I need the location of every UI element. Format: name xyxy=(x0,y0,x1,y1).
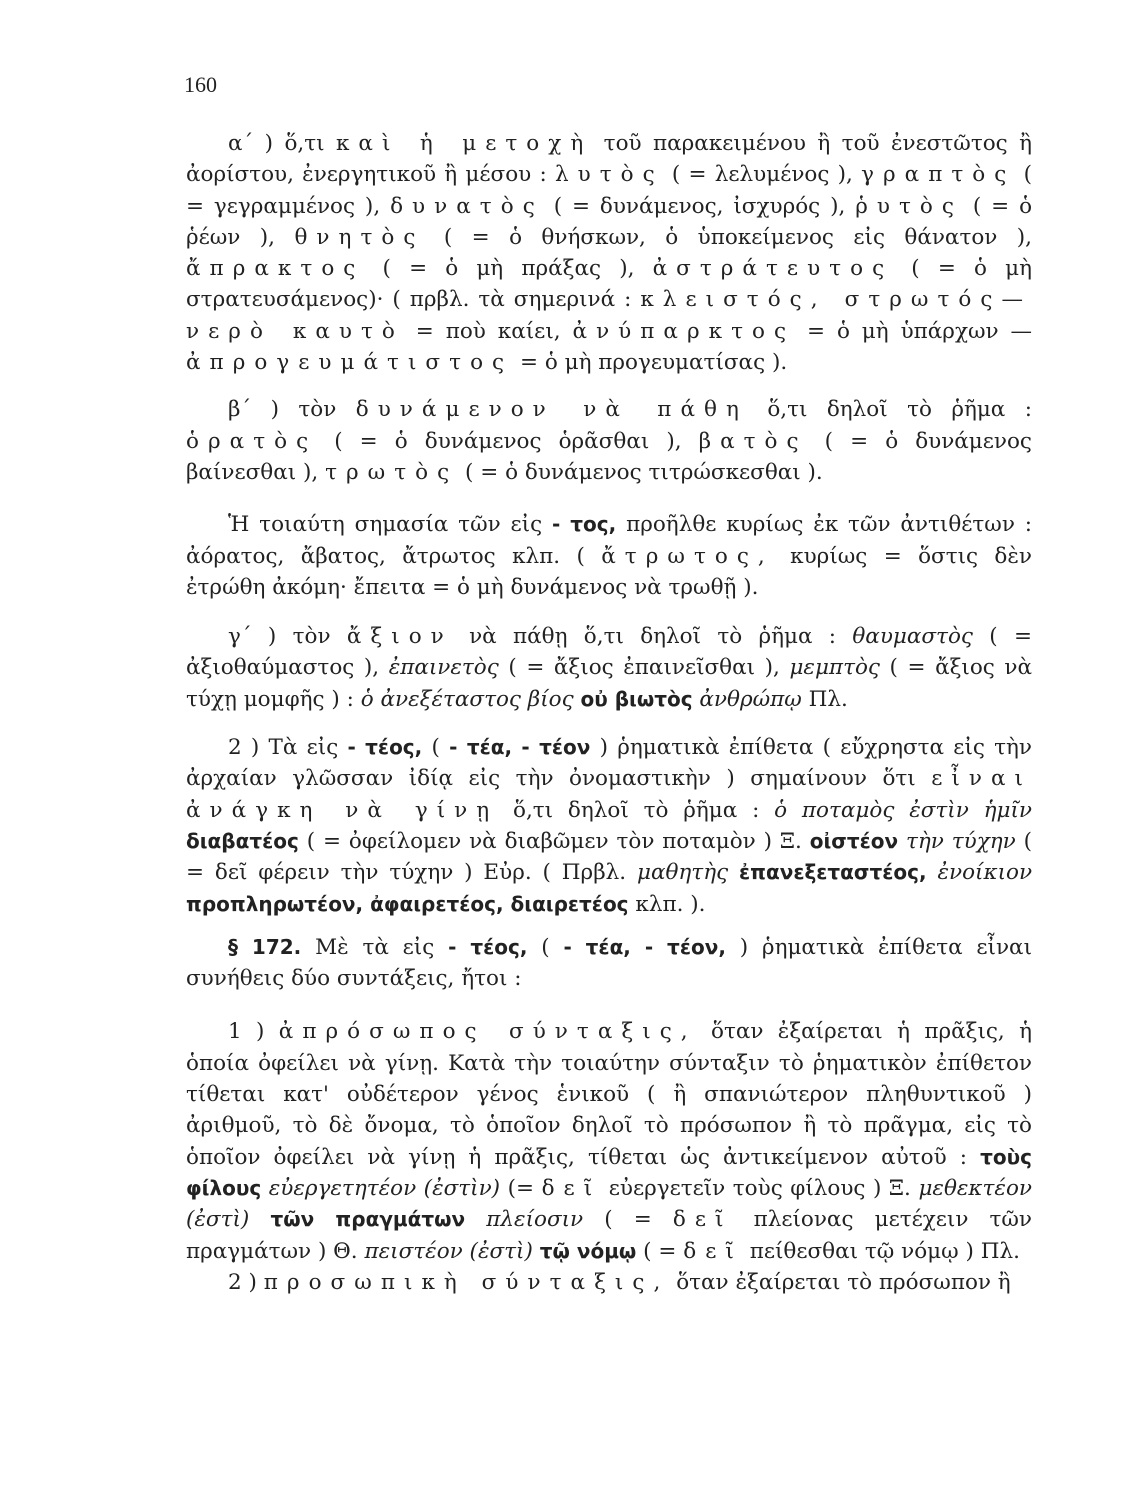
spaced-term: κλειστός, στρωτός—νερὸ καυτὸ xyxy=(186,287,1032,344)
text: ὅταν ἐξαίρεται ἡ πρᾶξις, ἡ ὁποία ὀφείλει νὰ γίνῃ. Κατὰ τὴν τοιαύτην σύνταξιν τὸ ῥηματικὸν ἐπίθετον τίθεται κατ' οὐδέτερον γένος ἑνικοῦ ( ἢ σπανιώτερον πληθυντικοῦ ) ἀριθμοῦ, τὸ δὲ ὄνομα, τὸ ὁποῖον δηλοῖ τὸ πρόσωπον ἢ τὸ πρᾶγμα, εἰς τὸ ὁποῖον ὀφείλει νὰ γίνῃ ἡ πρᾶξις, τίθεται ὡς ἀντικείμενον αὐτοῦ : xyxy=(186,1019,1032,1170)
text: τοῦ παρακειμένου ἢ τοῦ ἐνεστῶτος ἢ ἀορίστου, ἐνεργητικοῦ ἢ μέσου : xyxy=(186,131,1032,188)
text: ὅ,τι δηλοῖ τὸ ῥῆμα : xyxy=(767,397,1032,423)
text: Πλ. xyxy=(808,686,848,712)
spaced-term: ἀπρόσωπος σύνταξις, xyxy=(278,1019,697,1045)
text: ( = ὁ δυνάμενος βαίνεσθαι ), xyxy=(186,428,1032,485)
italic-term: εὐεργετητέον (ἐστὶν) xyxy=(268,1175,501,1201)
text: 2 ) Τὰ εἰς xyxy=(228,735,339,761)
spaced-term: εἶναι ἀνάγκη νὰ γίνῃ xyxy=(186,766,1032,823)
section-172 xyxy=(186,932,1032,995)
spaced-term: ἄπρακτος xyxy=(186,256,365,282)
text: ( = ὁ μὴ στρατευσάμενος)· ( πρβλ. τὰ σημερινά : xyxy=(186,256,1032,313)
text: ( = ὁ δυνάμενος ὁρᾶσθαι ), xyxy=(334,428,682,454)
italic-term: πλείοσιν xyxy=(486,1207,584,1233)
bold-term: ἐπανεξεταστέος, xyxy=(739,860,927,885)
bold-term: διαβατέος xyxy=(186,828,299,853)
text: προῆλθε κυρίως ἐκ τῶν ἀντιθέτων : ἀόρατος, ἄβατος, ἄτρωτος κλπ. ( xyxy=(186,512,1032,569)
text: ( xyxy=(541,934,550,960)
spaced-term: δυνατὸς xyxy=(390,193,544,219)
text: = ὁ μὴ προγευματίσας ). xyxy=(519,350,788,376)
text: Μὲ τὰ εἰς xyxy=(315,934,435,960)
text: ὅ,τι δηλοῖ τὸ ῥῆμα : xyxy=(513,797,760,823)
bold-term: προπληρωτέον, ἀφαιρετέος, διαιρετέος xyxy=(186,891,629,916)
text: γ΄ ) τὸν xyxy=(228,624,331,650)
spaced-term: ἀπρογευμάτιστος xyxy=(186,350,514,376)
paragraph-beta xyxy=(186,394,1032,488)
spaced-term: ἄξιον xyxy=(346,624,453,650)
paragraph-gamma xyxy=(186,621,1032,715)
text: ( = γεγραμμένος ), xyxy=(186,162,1032,219)
italic-term: ὁ ποταμὸς ἐστὶν ἡμῖν xyxy=(774,797,1032,823)
italic-term: ἀνθρώπῳ xyxy=(699,686,802,712)
paragraph-impersonal xyxy=(186,1016,1032,1266)
text: ) ῥηματικὰ ἐπίθετα εἶναι συνήθεις δύο συντάξεις, ἤτοι : xyxy=(186,934,1032,992)
spaced-term: ἀστράτευτος xyxy=(652,256,894,282)
text: ) ῥηματικὰ ἐπίθετα ( εὔχρηστα εἰς τὴν ἀρχαίαν γλῶσσαν ἰδίᾳ εἰς τὴν ὀνομαστικὴν ) σημαίνουν ὅτι xyxy=(186,735,1032,792)
text: β΄ ) τὸν xyxy=(228,397,337,423)
bold-suffix: - τέα, - τέον xyxy=(449,735,591,760)
italic-term: πειστέον (ἐστὶ) xyxy=(364,1238,533,1264)
paragraph-2 xyxy=(186,732,1032,920)
text: πλείονας μετέχειν τῶν πραγμάτων ) Θ. xyxy=(186,1207,1032,1264)
text: κλπ. ). xyxy=(635,891,706,917)
italic-term: ἐπαινετὸς xyxy=(388,655,499,681)
paragraph-personal xyxy=(186,1267,1032,1298)
text: ( = ὁ μὴ πράξας ), xyxy=(382,256,635,282)
text: α΄ ) ὅ,τι xyxy=(228,131,325,156)
bold-suffix: - τέος, xyxy=(347,735,423,760)
text: ( = ὁ ῥέων ), xyxy=(186,193,1033,250)
paragraph-note xyxy=(186,509,1032,603)
text: ( = ἄξιος νὰ τύχῃ μομφῆς ) : xyxy=(186,655,1033,712)
spaced-term: τρωτὸς xyxy=(325,459,459,485)
bold-suffix: - τος, xyxy=(552,512,617,537)
bold-term: τῷ νόμῳ xyxy=(539,1238,637,1263)
italic-term: ἐνοίκιον xyxy=(937,860,1033,886)
text: νὰ πάθῃ ὅ,τι δηλοῖ τὸ ῥῆμα : xyxy=(469,624,837,650)
spaced-term: δεῖ xyxy=(672,1207,733,1233)
text: εὐεργετεῖν τοὺς φίλους ) Ξ. xyxy=(608,1175,911,1201)
spaced-term: ὁρατὸς xyxy=(186,428,318,454)
bold-term: τοὺς φίλους xyxy=(186,1144,1032,1200)
italic-term: τὴν τύχην xyxy=(906,828,1016,854)
italic-term: ὁ ἀνεξέταστος βίος xyxy=(360,686,574,712)
spaced-term: ῥυτὸς xyxy=(855,193,963,219)
text: ( = xyxy=(643,1238,677,1264)
text: 2 ) xyxy=(228,1269,257,1295)
text: ( = ὁ δυνάμενος τιτρώσκεσθαι ). xyxy=(465,459,823,485)
text: ( = ὀφείλομεν νὰ διαβῶμεν τὸν ποταμὸν ) Ξ. xyxy=(306,828,802,854)
spaced-term: καὶ ἡ μετοχὴ xyxy=(335,131,593,156)
italic-term: θαυμαστὸς xyxy=(852,624,973,650)
bold-suffix: - τέα, - τέον, xyxy=(563,934,726,959)
section-number: § 172. xyxy=(228,934,302,959)
bold-term: οἰστέον xyxy=(809,828,899,853)
text: ( xyxy=(431,735,440,761)
text: Ἡ τοιαύτη σημασία τῶν εἰς xyxy=(228,512,543,538)
text: (= xyxy=(507,1175,535,1201)
bold-term: τῶν πραγμάτων xyxy=(270,1207,466,1232)
text: = ποὺ καίει, xyxy=(415,318,561,344)
italic-term: μεθεκτέον (ἐστὶ) xyxy=(186,1175,1032,1233)
text: ὅταν ἐξαίρεται τὸ πρόσωπον ἢ xyxy=(676,1269,1011,1295)
italic-term: μαθητὴς xyxy=(636,860,729,886)
italic-term: μεμπτὸς xyxy=(789,655,880,681)
spaced-term: δεῖ xyxy=(683,1238,743,1264)
text: ( = ὁ θνήσκων, ὁ ὑποκείμενος εἰς θάνατον ), xyxy=(443,224,1032,250)
spaced-term: θνητὸς xyxy=(294,224,425,250)
page-number: 160 xyxy=(184,72,217,97)
bold-term: οὐ βιωτὸς xyxy=(580,686,693,711)
text: ( = ἀξιοθαύμαστος ), xyxy=(186,624,1032,681)
text: πείθεσθαι τῷ νόμῳ ) Πλ. xyxy=(749,1238,1020,1264)
spaced-term: δεῖ xyxy=(541,1175,602,1201)
spaced-term: δυνάμενον νὰ πάθη xyxy=(355,397,748,423)
spaced-term: προσωπικὴ σύνταξις, xyxy=(263,1269,670,1295)
text: 1 ) xyxy=(228,1019,265,1045)
spaced-term: ἄτρωτος, xyxy=(601,543,774,569)
text: ( = ἄξιος ἐπαινεῖσθαι ), xyxy=(508,655,780,681)
text: ( = λελυμένος ), xyxy=(671,162,853,188)
bold-suffix: - τέος, xyxy=(448,934,528,959)
text: ( = δεῖ φέρειν τὴν τύχην ) Εὐρ. ( Πρβλ. xyxy=(186,828,1032,886)
paragraph-alpha xyxy=(186,128,1032,378)
text: ( = xyxy=(604,1207,652,1233)
spaced-term: γραπτὸς xyxy=(861,162,1016,188)
spaced-term: ἀνύπαρκτος xyxy=(572,318,796,344)
spaced-term: λυτὸς xyxy=(554,162,664,188)
text: ( = δυνάμενος, ἰσχυρός ), xyxy=(553,193,846,219)
spaced-term: βατὸς xyxy=(698,428,808,454)
text: κυρίως = ὅστις δὲν ἐτρώθη ἀκόμη· ἔπειτα = ὁ μὴ δυνάμενος νὰ τρωθῇ ). xyxy=(186,543,1032,600)
text: = ὁ μὴ ὑπάρχων — xyxy=(807,318,1032,344)
body-text xyxy=(186,128,1032,1298)
